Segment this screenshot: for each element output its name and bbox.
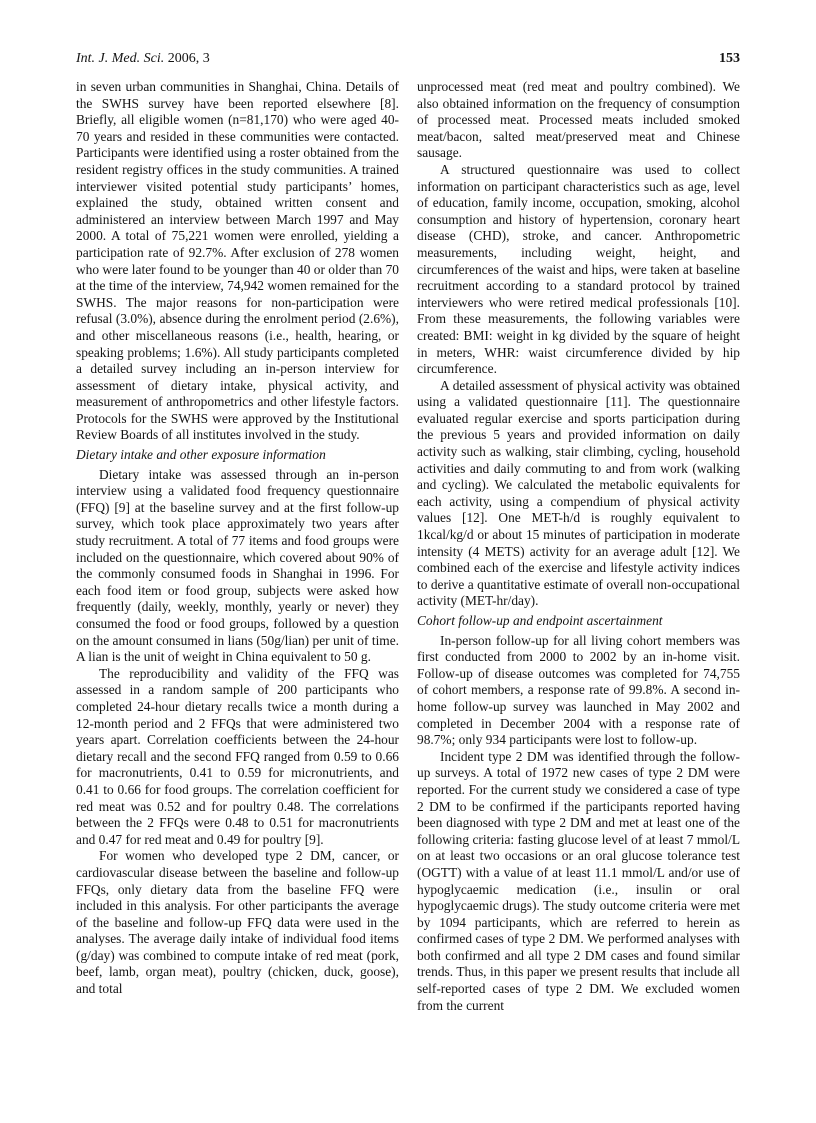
journal-name: Int. J. Med. Sci.	[76, 51, 165, 66]
paragraph: For women who developed type 2 DM, cancer, or cardiovascular disease between the baseline and follow-up FFQs, only dietary data from the baseline FFQ were included in this analysis. For other participants the average of the baseline and follow-up FFQ data were used in the analyses. The average daily intake of individual food items (g/day) was combined to compute intake of red meat (pork, beef, lamb, organ meat), poultry (chicken, duck, goose), and total	[76, 848, 399, 997]
paragraph: In-person follow-up for all living cohort members was first conducted from 2000 to 2002 by an in-home visit. Follow-up of disease outcomes was completed for 74,755 of cohort members, a response rate of 99.8%. A second in-home follow-up survey was launched in May 2002 and completed in December 2004 with a response rate of 98.7%; only 934 participants were lost to follow-up.	[417, 632, 740, 748]
section-heading: Dietary intake and other exposure information	[76, 447, 326, 463]
paragraph: Dietary intake was assessed through an in-person interview using a validated food frequency questionnaire (FFQ) [9] at the baseline survey and at the first follow-up survey, which took place approximately two years after study recruitment. A total of 77 items and food groups were included on the questionnaire, which covered about 90% of the commonly consumed foods in Shanghai in 1996. For each food item or food group, subjects were asked how frequently (daily, weekly, monthly, yearly or never) they consumed the food or food groups, followed by a question on the amount consumed in lians (50g/lian) per unit of time. A lian is the unit of weight in China equivalent to 50 g.	[76, 466, 399, 665]
paragraph: in seven urban communities in Shanghai, China. Details of the SWHS survey have been reported elsewhere [8]. Briefly, all eligible women (n=81,170) who were aged 40-70 years and resided in these communities were contacted. Participants were identified using a roster obtained from the resident registry offices in the study communities. A trained interviewer visited potential study participants’ homes, explained the study, obtained written consent and administered an interview between March 1997 and May 2000. A total of 75,221 women were enrolled, yielding a participation rate of 92.7%. After exclusion of 278 women who were later found to be younger than 40 or older than 70 at the time of the interview, 74,942 women remained for the SWHS. The major reasons for non-participation were refusal (3.0%), absence during the enrolment period (2.6%), and other miscellaneous reasons (i.e., health, hearing, or speaking problems; 1.6%). All study participants completed a detailed survey including an in-person interview for assessment of dietary intake, physical activity, and measurement of anthropometrics and other lifestyle factors. Protocols for the SWHS were approved by the Institutional Review Boards of all institutes involved in the study.	[76, 79, 399, 443]
paragraph: The reproducibility and validity of the FFQ was assessed in a random sample of 200 participants who completed 24-hour dietary recalls twice a month during a 12-month period and 2 FFQs that were administered two years apart. Correlation coefficients between the 24-hour dietary recall and the second FFQ ranged from 0.59 to 0.66 for macronutrients, 0.41 to 0.59 for micronutrients, and 0.41 to 0.66 for food groups. The correlation coefficient for red meat was 0.52 and for poultry 0.48. The correlations between the 2 FFQs were 0.48 to 0.51 for macronutrients and 0.47 for red meat and 0.49 for poultry [9].	[76, 665, 399, 847]
paragraph: unprocessed meat (red meat and poultry combined). We also obtained information on the frequency of consumption of processed meat. Processed meats included smoked meat/bacon, salted meat/preserved meat and Chinese sausage.	[417, 79, 740, 161]
paragraph: A structured questionnaire was used to collect information on participant characteristics such as age, level of education, family income, occupation, smoking, alcohol consumption and history of hypertension, coronary heart disease (CHD), stroke, and cancer. Anthropometric measurements, including weight, height, and circumferences of the waist and hips, were taken at baseline recruitment according to a standard protocol by trained interviewers who were retired medical professionals [10]. From these measurements, the following variables were created: BMI: weight in kg divided by the square of height in meters, WHR: waist circumference divided by hip circumference.	[417, 161, 740, 377]
paragraph: Incident type 2 DM was identified through the follow-up surveys. A total of 1972 new cases of type 2 DM were reported. For the current study we considered a case of type 2 DM to be confirmed if the participants reported having been diagnosed with type 2 DM and met at least one of the following criteria: fasting glucose level of at least 7 mmol/L on at least two occasions or an oral glucose tolerance test (OGTT) with a value of at least 11.1 mmol/L and/or use of hypoglycaemic medication (i.e., insulin or oral hypoglycaemic drugs). The study outcome criteria were met by 1094 participants, which are referred to herein as confirmed cases of type 2 DM. We performed analyses with both confirmed and all type 2 DM cases and found similar trends. Thus, in this paper we present results that include all self-reported cases of type 2 DM. We excluded women from the current	[417, 748, 740, 1013]
paragraph: A detailed assessment of physical activity was obtained using a validated questionnaire [11]. The questionnaire evaluated regular exercise and sports participation during the previous 5 years and provided information on daily activity such as walking, stair climbing, cycling, household activities and daily commuting to and from work (walking and cycling). We calculated the metabolic equivalents for each activity, using a compendium of physical activity values [12]. One MET-h/d is roughly equivalent to 1kcal/kg/d or about 15 minutes of participation in moderate intensity (4 METS) activity for an average adult [12]. We combined each of the exercise and lifestyle activity indices to derive a quantitative estimate of overall non-occupational activity (MET-hr/day).	[417, 377, 740, 609]
journal-citation	[76, 49, 210, 69]
section-heading: Cohort follow-up and endpoint ascertainment	[417, 613, 663, 628]
journal-year-volume: 2006, 3	[164, 51, 210, 66]
page-header	[76, 49, 740, 69]
page-number: 153	[719, 51, 740, 66]
left-column	[76, 79, 399, 998]
right-column	[417, 79, 740, 1014]
